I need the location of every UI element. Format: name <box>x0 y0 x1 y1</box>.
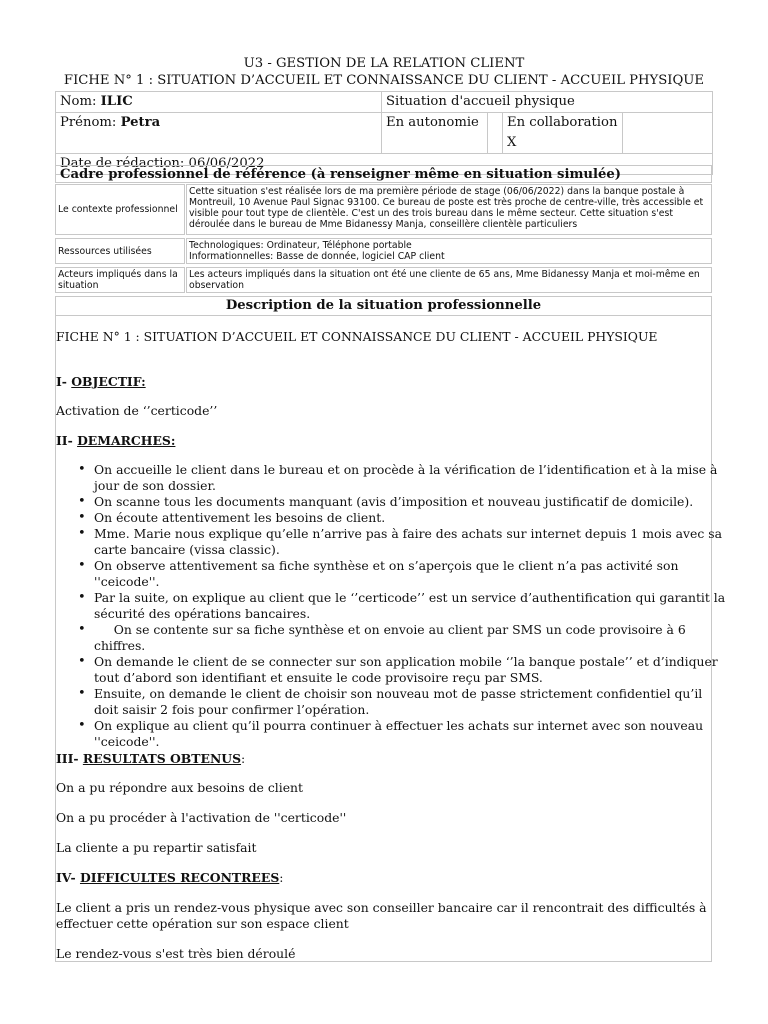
prenom-row <box>56 113 713 154</box>
list-item: • On se contente sur sa fiche synthèse et on envoie au client par SMS un code provisoire à 6 chiffres. <box>94 622 726 654</box>
demarches-heading <box>56 433 708 449</box>
collaboration-cell: En collaboration X <box>503 113 623 154</box>
list-item: • On observe attentivement sa fiche synthèse et on s’aperçois que le client n’a pas activité son ''ceicode''. <box>94 558 726 590</box>
resultats-number: III- <box>56 751 83 766</box>
name-row <box>56 92 713 113</box>
list-item: • On explique au client qu’il pourra continuer à effectuer les achats sur internet avec son nouveau ''ceicode''. <box>94 718 726 750</box>
contexte-label: Le contexte professionnel <box>55 184 185 235</box>
description-title: Description de la situation professionnelle <box>55 296 712 316</box>
contexte-row <box>55 184 712 235</box>
ressources-line-2: Informationnelles: Basse de donnée, logiciel CAP client <box>189 251 445 262</box>
ressources-label: Ressources utilisées <box>55 238 185 264</box>
list-item: • Par la suite, on explique au client que le ‘’certicode’’ est un service d’authentification qui garantit la sécurité des opérations bancaires. <box>94 590 726 622</box>
demarches-list <box>56 462 726 750</box>
nom-label: Nom: <box>60 94 97 109</box>
resultats-heading <box>56 751 708 767</box>
acteurs-row <box>55 267 712 293</box>
nom-value: ILIC <box>100 94 133 109</box>
difficultes-number: IV- <box>56 870 80 885</box>
autonomie-cell: En autonomie <box>382 113 488 154</box>
objectif-number: I- <box>56 374 72 389</box>
situation-cell: Situation d'accueil physique <box>382 92 713 113</box>
demarches-number: II- <box>56 433 78 448</box>
acteurs-label: Acteurs impliqués dans la situation <box>55 267 185 293</box>
empty-cell <box>623 113 713 154</box>
cadre-title: Cadre professionnel de référence (à renseigner même en situation simulée) <box>55 165 712 183</box>
resultat-item: La cliente a pu repartir satisfait <box>56 840 257 855</box>
objectif-heading <box>56 374 708 390</box>
difficultes-text: Le client a pris un rendez-vous physique avec son conseiller bancaire car il rencontrait des difficultés à effectuer cette opération sur son espace client <box>56 900 707 931</box>
ressources-text <box>186 238 712 264</box>
list-item: • Ensuite, on demande le client de choisir son nouveau mot de passe strictement confidentiel qu’il doit saisir 2 fois pour confirmer l’opération. <box>94 686 726 718</box>
difficultes-title: DIFFICULTES RECONTREES <box>79 870 280 885</box>
prenom-label: Prénom: <box>60 115 117 130</box>
fiche-line: FICHE N° 1 : SITUATION D’ACCUEIL ET CONNAISSANCE DU CLIENT - ACCUEIL PHYSIQUE <box>56 329 658 344</box>
ressources-row <box>55 238 712 264</box>
identity-table <box>55 91 713 175</box>
objectif-text: Activation de ‘’certicode’’ <box>56 403 218 418</box>
prenom-value: Petra <box>120 115 161 130</box>
document-subtitle: FICHE N° 1 : SITUATION D’ACCUEIL ET CONNAISSANCE DU CLIENT - ACCUEIL PHYSIQUE <box>63 73 705 88</box>
prenom-cell <box>56 113 382 154</box>
difficultes-heading <box>56 870 708 886</box>
list-item: • On accueille le client dans le bureau et on procède à la vérification de l’identification et à la mise à jour de son dossier. <box>94 462 726 494</box>
resultat-item: On a pu procéder à l'activation de ''certicode'' <box>56 810 347 825</box>
list-item: • On scanne tous les documents manquant (avis d’imposition et nouveau justificatif de domicile). <box>94 494 726 510</box>
difficultes-colon: : <box>279 870 284 885</box>
nom-cell <box>56 92 382 113</box>
resultats-colon: : <box>241 751 246 766</box>
difficultes-text-2: Le rendez-vous s'est très bien déroulé <box>56 946 296 961</box>
autonomie-checkbox <box>488 113 503 154</box>
demarches-title: DEMARCHES: <box>77 433 176 448</box>
date-cell: Date de rédaction: 06/06/2022 <box>56 154 713 175</box>
contexte-text: Cette situation s'est réalisée lors de ma première période de stage (06/06/2022) dans la banque postale à Montreuil, 10 Avenue Paul Signac 93100. Ce bureau de poste est très proche de centre-ville, très accessible et visible pour tout type de clientèle. C'est un des trois bureau dans le même secteur. Cette situation s'est déroulée dans le bureau de Mme Bidanessy Manja, conseillère clientèle particuliers <box>186 184 712 235</box>
list-item: • Mme. Marie nous explique qu’elle n’arrive pas à faire des achats sur internet depuis 1 mois avec sa carte bancaire (vissa classic). <box>94 526 726 558</box>
list-item: • On écoute attentivement les besoins de client. <box>94 510 726 526</box>
ressources-line-1: Technologiques: Ordinateur, Téléphone portable <box>189 240 412 251</box>
objectif-title: OBJECTIF: <box>71 374 146 389</box>
document-title: U3 - GESTION DE LA RELATION CLIENT <box>243 56 525 71</box>
list-item: • On demande le client de se connecter sur son application mobile ‘’la banque postale’’ et d’indiquer tout d’abord son identifiant et ensuite le code provisoire reçu par SMS. <box>94 654 726 686</box>
acteurs-text: Les acteurs impliqués dans la situation ont été une cliente de 65 ans, Mme Bidanessy Manja et moi-même en observation <box>186 267 712 293</box>
resultats-title: RESULTATS OBTENUS <box>82 751 242 766</box>
resultat-item: On a pu répondre aux besoins de client <box>56 780 303 795</box>
